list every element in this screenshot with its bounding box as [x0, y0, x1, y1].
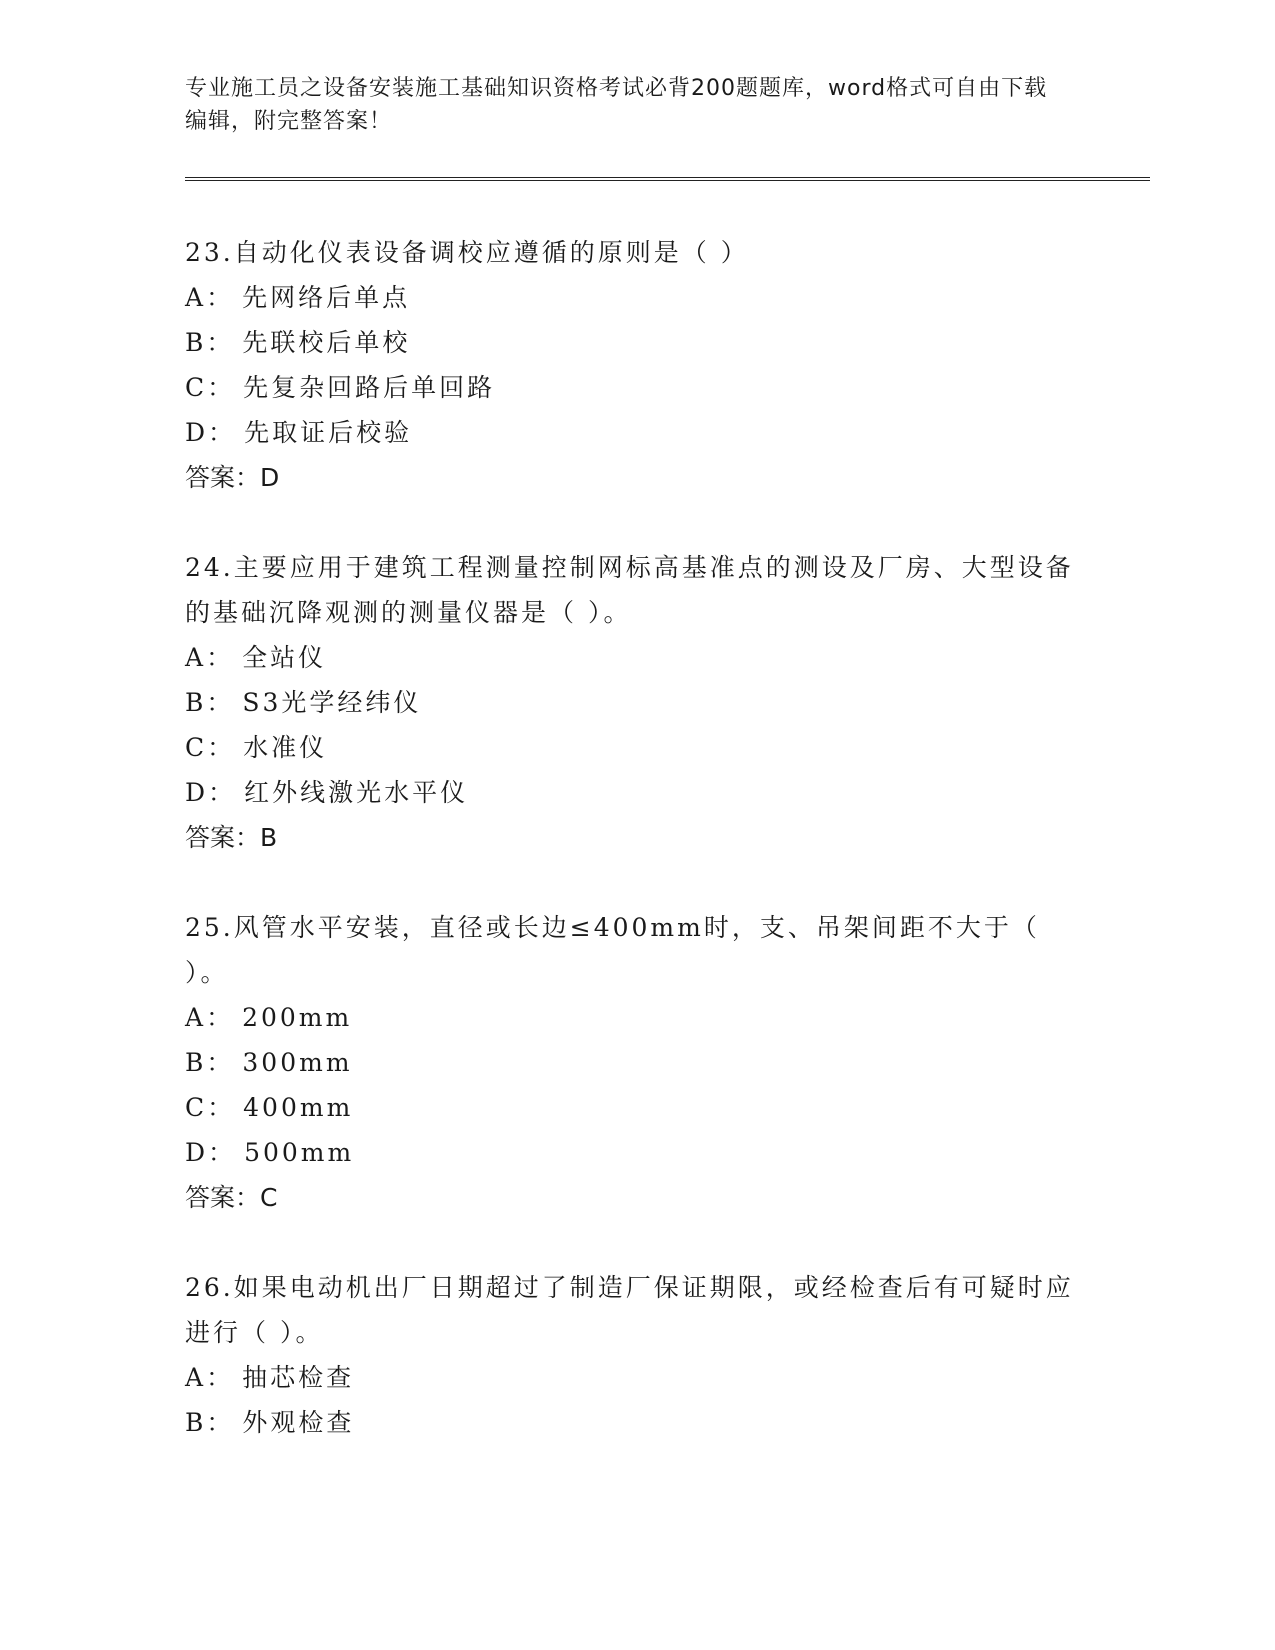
option-key: C: [185, 373, 208, 402]
question-list: [185, 230, 1085, 1445]
question-25: [185, 905, 1085, 1220]
option-c: [185, 725, 1085, 770]
option-text: 水准仪: [243, 733, 328, 762]
option-key: D: [185, 1138, 209, 1167]
option-text: 外观检查: [242, 1408, 355, 1437]
option-text: 先网络后单点: [242, 283, 411, 312]
document-header: 专业施工员之设备安装施工基础知识资格考试必背200题题库，word格式可自由下载编辑，附完整答案！: [185, 76, 1048, 134]
option-b: [185, 1040, 1085, 1085]
option-b: [185, 1400, 1085, 1445]
option-text: 全站仪: [242, 643, 327, 672]
option-text: 抽芯检查: [242, 1363, 355, 1392]
answer-label: 答案：: [185, 1183, 261, 1212]
question-23: [185, 230, 1085, 500]
option-text: 500mm: [244, 1138, 355, 1167]
question-title: 25.风管水平安装，直径或长边≤400mm时，支、吊架间距不大于（ ）。: [185, 913, 1040, 987]
option-separator: ：: [208, 1138, 237, 1167]
option-d: [185, 1130, 1085, 1175]
option-key: A: [185, 283, 207, 312]
option-text: 400mm: [243, 1093, 354, 1122]
option-key: B: [185, 688, 207, 717]
spacer: [185, 860, 1085, 905]
question-title: 24.主要应用于建筑工程测量控制网标高基准点的测设及厂房、大型设备的基础沉降观测的测量仪器是（ ）。: [185, 553, 1074, 627]
question-26: [185, 1265, 1085, 1445]
answer-value: C: [260, 1183, 278, 1212]
answer-line: [185, 815, 1085, 860]
option-a: [185, 275, 1085, 320]
option-separator: ：: [206, 1003, 235, 1032]
question-24: [185, 545, 1085, 860]
option-text: 200mm: [242, 1003, 353, 1032]
option-separator: ：: [207, 373, 236, 402]
option-separator: ：: [206, 1408, 235, 1437]
option-a: [185, 1355, 1085, 1400]
option-key: D: [185, 778, 209, 807]
option-text: S3光学经纬仪: [242, 688, 422, 717]
option-separator: ：: [206, 283, 235, 312]
option-a: [185, 995, 1085, 1040]
option-text: 先联校后单校: [242, 328, 411, 357]
answer-value: B: [260, 823, 278, 852]
option-separator: ：: [207, 733, 236, 762]
option-d: [185, 770, 1085, 815]
option-key: A: [185, 643, 207, 672]
option-separator: ：: [208, 778, 237, 807]
answer-line: [185, 1175, 1085, 1220]
option-key: C: [185, 733, 208, 762]
answer-value: D: [260, 463, 280, 492]
option-c: [185, 365, 1085, 410]
spacer: [185, 1220, 1085, 1265]
option-c: [185, 1085, 1085, 1130]
option-separator: ：: [208, 418, 237, 447]
question-title: 23.自动化仪表设备调校应遵循的原则是（ ）: [185, 238, 749, 267]
option-key: A: [185, 1363, 207, 1392]
option-key: C: [185, 1093, 208, 1122]
option-separator: ：: [207, 1093, 236, 1122]
option-separator: ：: [206, 643, 235, 672]
header-rule: [185, 177, 1150, 181]
option-text: 300mm: [242, 1048, 353, 1077]
answer-label: 答案：: [185, 463, 261, 492]
answer-line: [185, 455, 1085, 500]
question-title: 26.如果电动机出厂日期超过了制造厂保证期限，或经检查后有可疑时应进行（ ）。: [185, 1273, 1074, 1347]
option-separator: ：: [206, 1048, 235, 1077]
option-b: [185, 680, 1085, 725]
spacer: [185, 500, 1085, 545]
option-key: B: [185, 328, 207, 357]
option-key: A: [185, 1003, 207, 1032]
option-key: D: [185, 418, 209, 447]
option-separator: ：: [206, 688, 235, 717]
option-a: [185, 635, 1085, 680]
option-key: B: [185, 1048, 207, 1077]
option-separator: ：: [206, 328, 235, 357]
option-text: 先复杂回路后单回路: [243, 373, 496, 402]
option-text: 红外线激光水平仪: [244, 778, 469, 807]
option-d: [185, 410, 1085, 455]
option-text: 先取证后校验: [244, 418, 413, 447]
option-key: B: [185, 1408, 207, 1437]
option-separator: ：: [206, 1363, 235, 1392]
option-b: [185, 320, 1085, 365]
answer-label: 答案：: [185, 823, 261, 852]
